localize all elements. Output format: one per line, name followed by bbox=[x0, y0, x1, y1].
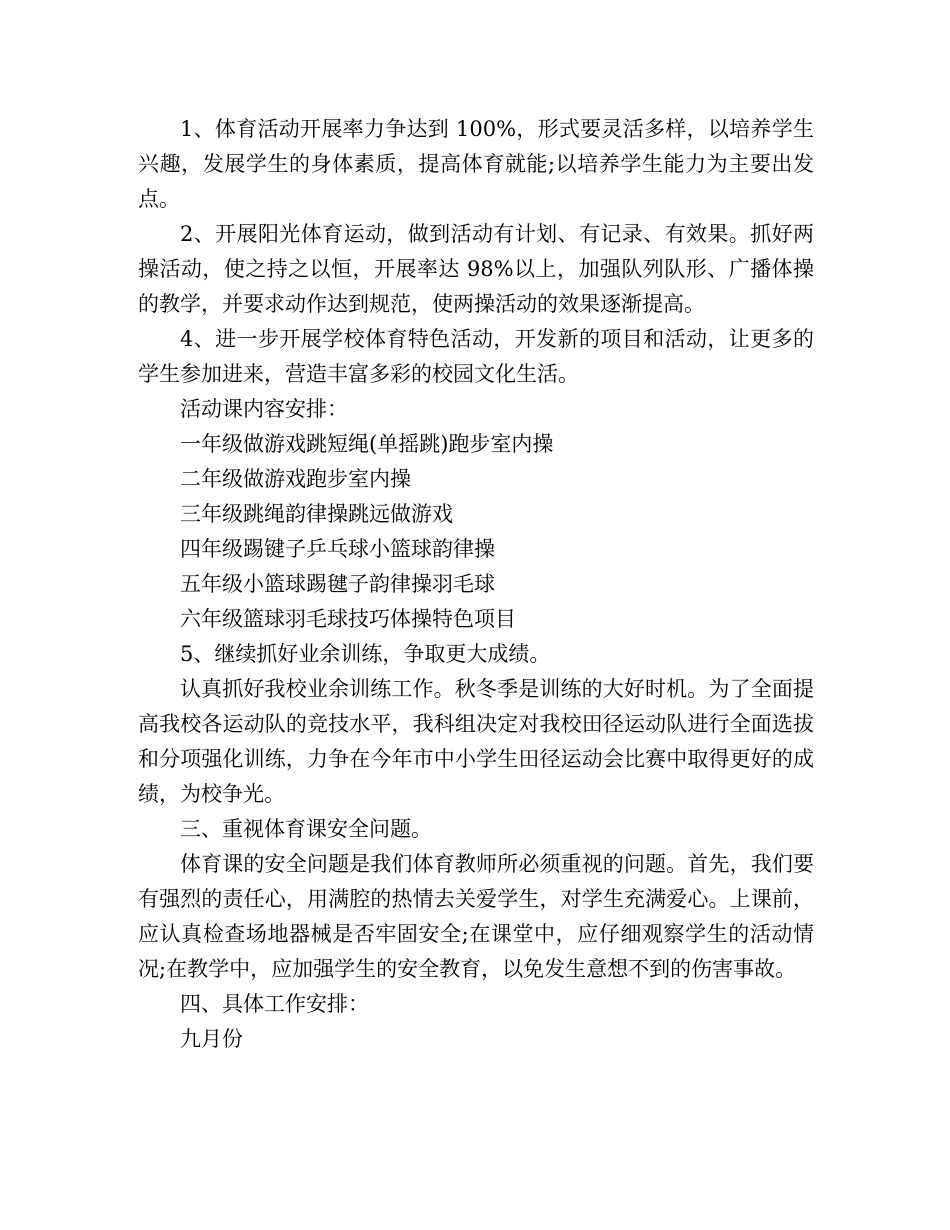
list-item-grade-6: 六年级篮球羽毛球技巧体操特色项目 bbox=[180, 607, 516, 631]
paragraph-activity-schedule-heading: 活动课内容安排： bbox=[180, 397, 348, 421]
paragraph-amateur-training: 认真抓好我校业余训练工作。秋冬季是训练的大好时机。为了全面提高我校各运动队的竞技水平，我科组决定对我校田径运动队进行全面选拔和分项强化训练，力争在今年市中小学生田径运动会比赛中取得更好的成绩，为校争光。 bbox=[138, 677, 814, 806]
paragraph-activity-rate: 1、体育活动开展率力争达到 100%，形式要灵活多样，以培养学生兴趣，发展学生的身体素质，提高体育就能;以培养学生能力为主要出发点。 bbox=[138, 117, 814, 211]
paragraph-amateur-training-heading: 5、继续抓好业余训练，争取更大成绩。 bbox=[180, 642, 551, 666]
paragraph-september: 九月份 bbox=[180, 1027, 243, 1051]
paragraph-safety: 体育课的安全问题是我们体育教师所必须重视的问题。首先，我们要有强烈的责任心，用满腔的热情去关爱学生，对学生充满爱心。上课前，应认真检查场地器械是否牢固安全;在课堂中，应仔细观察学生的活动情况;在教学中，应加强学生的安全教育，以免发生意想不到的伤害事故。 bbox=[138, 852, 814, 981]
list-item-grade-2: 二年级做游戏跑步室内操 bbox=[180, 467, 411, 491]
list-item-grade-3: 三年级跳绳韵律操跳远做游戏 bbox=[180, 502, 453, 526]
list-item-grade-5: 五年级小篮球踢毽子韵律操羽毛球 bbox=[180, 572, 495, 596]
section-heading-safety: 三、重视体育课安全问题。 bbox=[180, 817, 432, 841]
paragraph-sunshine-sports: 2、开展阳光体育运动，做到活动有计划、有记录、有效果。抓好两操活动，使之持之以恒，开展率达 98%以上，加强队列队形、广播体操的教学，并要求动作达到规范，使两操活动的效果逐渐提高。 bbox=[138, 222, 814, 316]
section-heading-work-plan: 四、具体工作安排： bbox=[180, 992, 369, 1016]
document-body bbox=[138, 112, 814, 1057]
list-item-grade-1: 一年级做游戏跳短绳(单摇跳)跑步室内操 bbox=[180, 432, 554, 456]
paragraph-special-activities: 4、进一步开展学校体育特色活动，开发新的项目和活动，让更多的学生参加进来，营造丰富多彩的校园文化生活。 bbox=[138, 327, 814, 386]
list-item-grade-4: 四年级踢键子乒乓球小篮球韵律操 bbox=[180, 537, 495, 561]
